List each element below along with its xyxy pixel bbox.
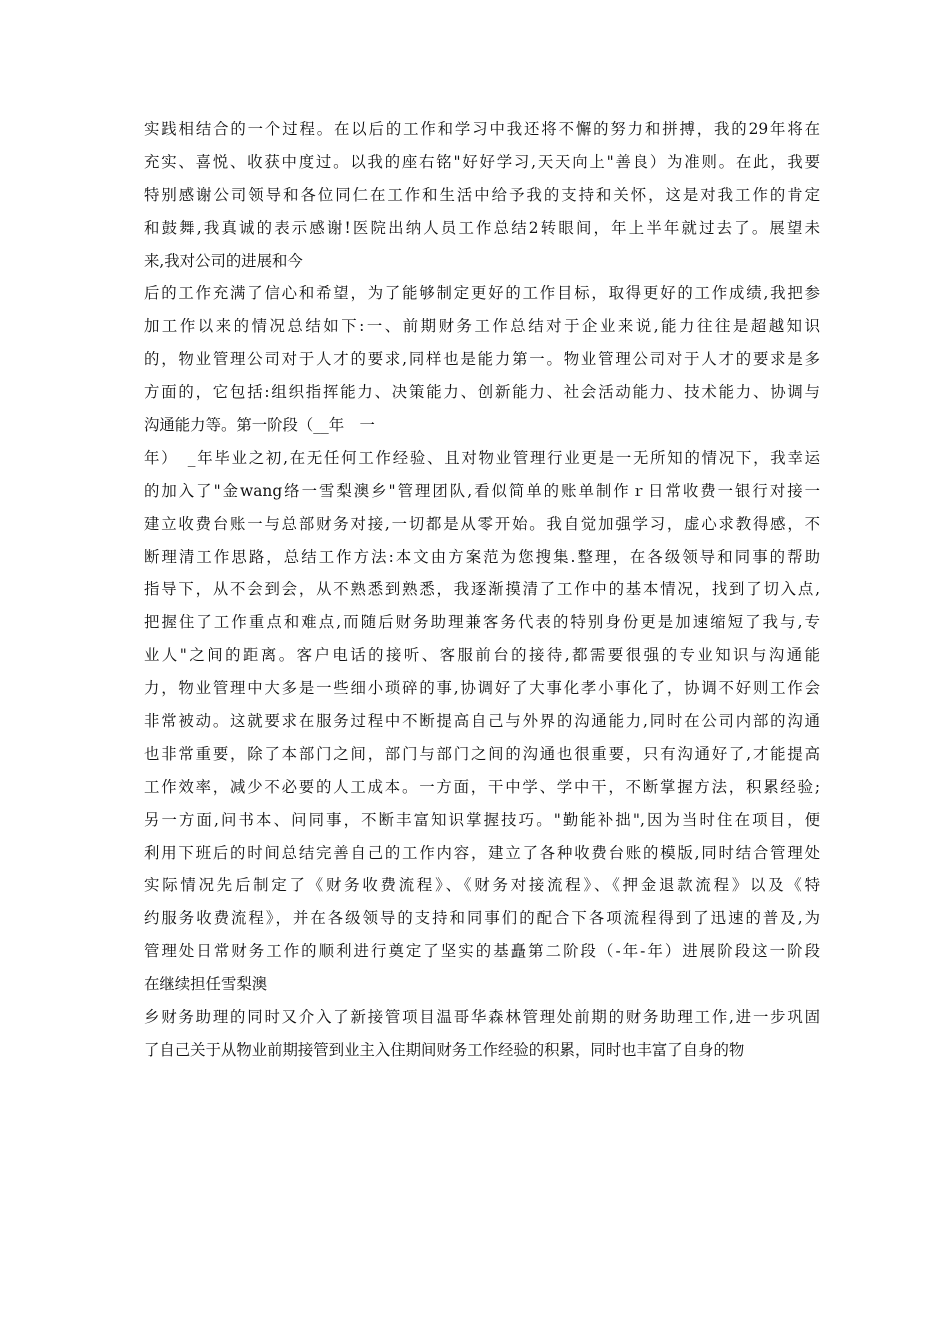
text-line: 力，物业管理中大多是一些细小琐碎的事,协调好了大事化孝小事化了，协调不好则工作会 [144, 679, 820, 698]
text-line: 乡财务助理的同时又介入了新接管项目温哥华森林管理处前期的财务助理工作,进一步巩固 [144, 1008, 820, 1027]
text-line: 方面的，它包括:组织指挥能力、决策能力、创新能力、社会活动能力、技术能力、协调与 [144, 383, 820, 402]
text-line: 利用下班后的时间总结完善自己的工作内容，建立了各种收费台账的模版,同时结合管理处 [144, 843, 820, 862]
text-line: 来,我对公司的进展和今 [144, 251, 303, 270]
text-line: 了自己关于从物业前期接管到业主入住期间财务工作经验的积累，同时也丰富了自身的物 [144, 1040, 745, 1059]
text-line: 工作效率，减少不必要的人工成本。一方面，干中学、学中干，不断掌握方法，积累经验; [144, 777, 820, 796]
text-line: 实际情况先后制定了《财务收费流程》、《财务对接流程》、《押金退款流程》以及《特 [144, 876, 820, 895]
text-line: 非常被动。这就要求在服务过程中不断提高自己与外界的沟通能力,同时在公司内部的沟通 [144, 712, 820, 731]
text-line: 实践相结合的一个过程。在以后的工作和学习中我还将不懈的努力和拼搏，我的29年将在 [144, 120, 820, 138]
text-line: 加工作以来的情况总结如下:一、前期财务工作总结对于企业来说,能力往往是超越知识 [144, 317, 820, 336]
text-line: 断理清工作思路，总结工作方法:本文由方案范为您搜集.整理，在各级领导和同事的帮助 [144, 547, 820, 566]
text-line: 的加入了"金wang络一雪梨澳乡"管理团队,看似简单的账单制作ｒ日常收费一银行对接一 [144, 481, 820, 500]
text-line: 和鼓舞,我真诚的表示感谢!医院出纳人员工作总结2转眼间，年上半年就过去了。展望未 [144, 218, 820, 237]
paragraph [144, 113, 820, 277]
paragraph [144, 1001, 820, 1067]
text-line: 的，物业管理公司对于人才的要求,同样也是能力第一。物业管理公司对于人才的要求是多 [144, 350, 820, 369]
text-line: 特别感谢公司领导和各位同仁在工作和生活中给予我的支持和关怀，这是对我工作的肯定 [144, 185, 820, 204]
text-line: 指导下，从不会到会，从不熟悉到熟悉，我逐渐摸清了工作中的基本情况，找到了切入点, [144, 580, 820, 599]
paragraph [144, 277, 820, 441]
text-line: 年） _年毕业之初,在无任何工作经验、且对物业管理行业更是一无所知的情况下，我幸运 [144, 448, 820, 467]
text-line: 建立收费台账一与总部财务对接,一切都是从零开始。我自觉加强学习，虚心求教得感，不 [144, 514, 820, 533]
text-line: 在继续担任雪梨澳 [144, 975, 268, 994]
text-line: 另一方面,问书本、问同事，不断丰富知识掌握技巧。"勤能补拙",因为当时住在项目，便 [144, 810, 820, 829]
text-line: 约服务收费流程》，并在各级领导的支持和同事们的配合下各项流程得到了迅速的普及,为 [144, 909, 820, 928]
text-line: 沟通能力等。第一阶段（__年 一 [144, 416, 375, 435]
text-line: 后的工作充满了信心和希望，为了能够制定更好的工作目标，取得更好的工作成绩,我把参 [144, 284, 820, 303]
text-line: 充实、喜悦、收获中度过。以我的座右铭"好好学习,天天向上"善良）为准则。在此，我要 [144, 152, 820, 171]
paragraph [144, 442, 820, 1001]
text-line: 管理处日常财务工作的顺利进行奠定了坚实的基矗第二阶段（-年-年）进展阶段这一阶段 [144, 942, 820, 961]
text-line: 业人"之间的距离。客户电话的接听、客服前台的接待,都需要很强的专业知识与沟通能 [144, 646, 820, 665]
document-body [144, 113, 820, 1067]
text-line: 把握住了工作重点和难点,而随后财务助理兼客务代表的特别身份更是加速缩短了我与,专 [144, 613, 820, 632]
text-line: 也非常重要，除了本部门之间，部门与部门之间的沟通也很重要，只有沟通好了,才能提高 [144, 744, 820, 763]
